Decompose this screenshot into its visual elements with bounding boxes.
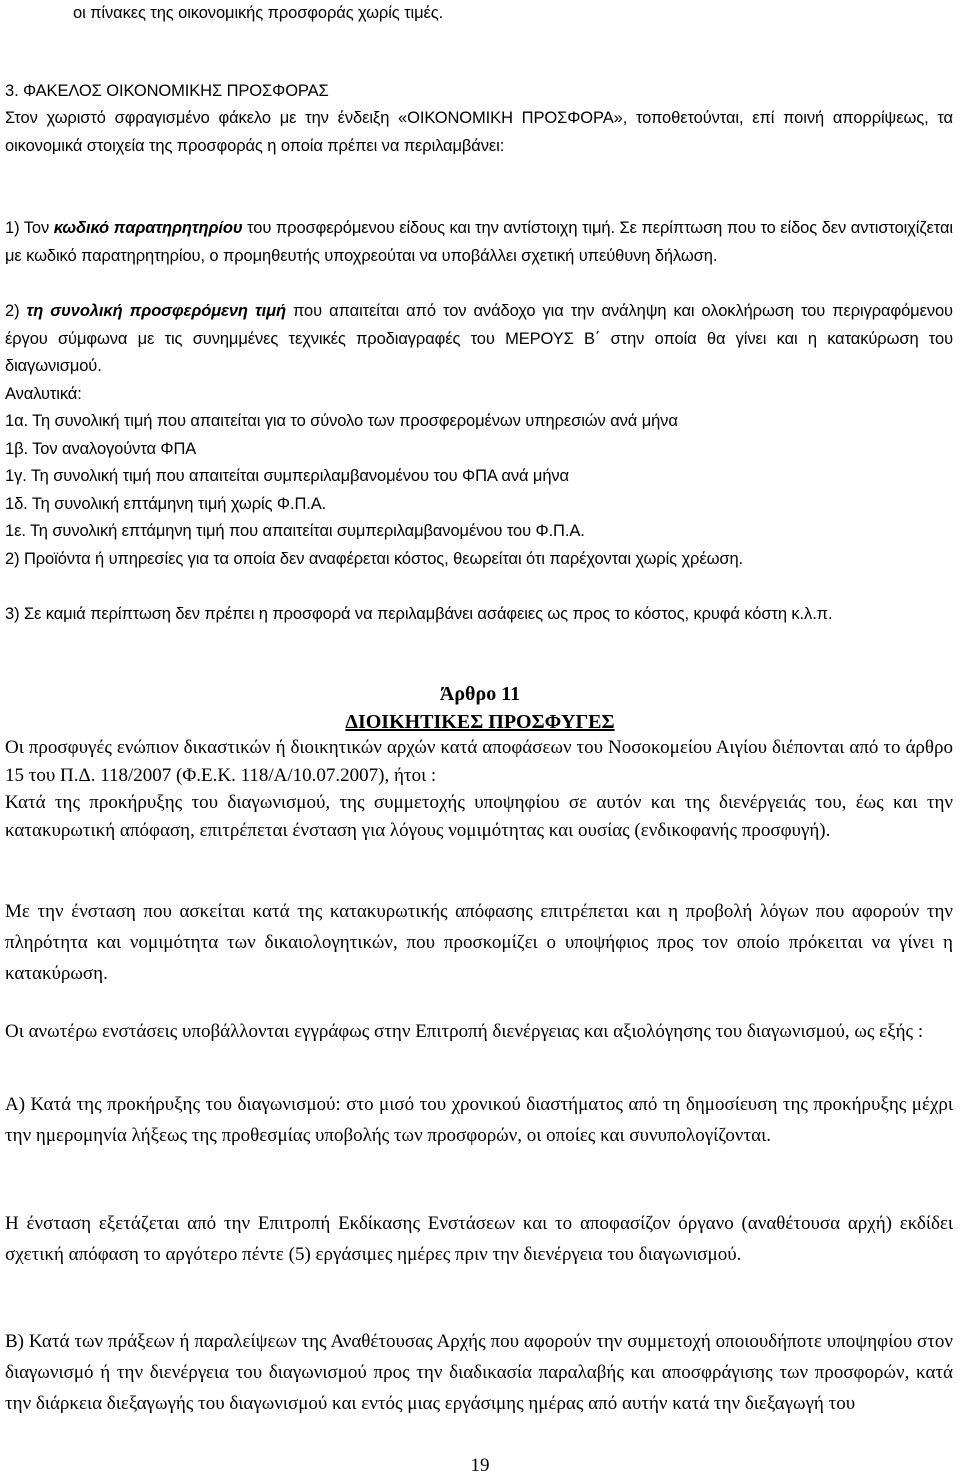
- analytics-list: [5, 408, 953, 546]
- note-2-paragraph: 2) Προϊόντα ή υπηρεσίες για τα οποία δεν αναφέρεται κόστος, θεωρείται ότι παρέχονται χωρίς χρέωση.: [5, 550, 744, 568]
- analytics-item: 1δ. Τη συνολική επτάμηνη τιμή χωρίς Φ.Π.Α.: [5, 494, 327, 513]
- article-title: ΔΙΟΙΚΗΤΙΚΕΣ ΠΡΟΣΦΥΓΕΣ: [345, 711, 615, 733]
- analytics-item: 1γ. Τη συνολική τιμή που απαιτείται συμπεριλαμβανομένου του ΦΠΑ ανά μήνα: [5, 467, 569, 486]
- section-heading: 3. ΦΑΚΕΛΟΣ ΟΙΚΟΝΟΜΙΚΗΣ ΠΡΟΣΦΟΡΑΣ: [5, 82, 329, 100]
- page-number: 19: [470, 1455, 490, 1476]
- item-1-prefix: 1) Τον: [5, 219, 54, 237]
- note-3-paragraph: 3) Σε καμιά περίπτωση δεν πρέπει η προσφορά να περιλαμβάνει ασάφειες ως προς το κόστος, κρυφά κόστη κ.λ.π.: [5, 605, 833, 623]
- analytics-item: 1β. Τον αναλογούντα ΦΠΑ: [5, 439, 197, 458]
- article-number: Άρθρο 11: [439, 683, 521, 705]
- item-1-text: του προσφερόμενου είδους και την αντίστοιχη τιμή. Σε περίπτωση που το είδος δεν αντιστοιχίζεται με κωδικό παρατηρητηρίου, ο προμηθευτής υποχρεούται να υποβάλλει σχετική υπεύθυνη δήλωση.: [5, 219, 953, 265]
- article-paragraph-4: Οι ανωτέρω ενστάσεις υποβάλλονται εγγράφως στην Επιτροπή διενέργειας και αξιολόγησης του διαγωνισμού, ως εξής :: [5, 1021, 924, 1042]
- analytics-item: 1α. Τη συνολική τιμή που απαιτείται για το σύνολο των προσφερομένων υπηρεσιών ανά μήνα: [5, 412, 678, 430]
- section-intro: Στον χωριστό σφραγισμένο φάκελο με την ένδειξη «ΟΙΚΟΝΟΜΙΚΗ ΠΡΟΣΦΟΡΑ», τοποθετούνται, επί ποινή απορρίψεως, τα οικονομικά στοιχεία της προσφοράς η οποία πρέπει να περιλαμβάνει:: [5, 109, 953, 155]
- article-paragraph-b: Β) Κατά των πράξεων ή παραλείψεων της Αναθέτουσας Αρχής που αφορούν την συμμετοχή οποιουδήποτε υποψηφίου στον διαγωνισμό ή την διενέργεια του διαγωνισμού προς την διαδικασία παραλαβής και αποσφράγισης των προσφορών, κατά την διάρκεια διεξαγωγής του διαγωνισμού και εντός μιας εργάσιμης ημέρας από αυτήν κατά την διεξαγωγή του: [5, 1331, 953, 1414]
- analytics-label: Αναλυτικά:: [5, 385, 82, 403]
- top-continuation-line: οι πίνακες της οικονομικής προσφοράς χωρίς τιμές.: [73, 4, 444, 22]
- item-1-paragraph: [5, 215, 953, 270]
- article-paragraph-1: Οι προσφυγές ενώπιον δικαστικών ή διοικητικών αρχών κατά αποφάσεων του Νοσοκομείου Αιγίου διέπονται από το άρθρο 15 του Π.Δ. 118/2007 (Φ.Ε.Κ. 118/Α/10.07.2007), ήτοι :: [5, 737, 953, 786]
- item-2-paragraph: [5, 298, 953, 381]
- article-paragraph-3: Με την ένσταση που ασκείται κατά της κατακυρωτικής απόφασης επιτρέπεται και η προβολή λόγων που αφορούν την πληρότητα και νομιμότητα των δικαιολογητικών, που προσκομίζει ο υποψήφιος προς τον οποίο πρόκειται να γίνει η κατακύρωση.: [5, 901, 953, 984]
- article-paragraph-5: Η ένσταση εξετάζεται από την Επιτροπή Εκδίκασης Ενστάσεων και το αποφασίζον όργανο (αναθέτουσα αρχή) εκδίδει σχετική απόφαση το αργότερο πέντε (5) εργάσιμες ημέρες πριν την διενέργεια του διαγωνισμού.: [5, 1213, 953, 1265]
- item-2-text: που απαιτείται από τον ανάδοχο για την ανάληψη και ολοκλήρωση του περιγραφόμενου έργου σύμφωνα με τις συνημμένες τεχνικές προδιαγραφές του ΜΕΡΟΥΣ Β΄ στην οποία θα γίνει και η κατακύρωση του διαγωνισμού.: [5, 302, 953, 376]
- analytics-item: 1ε. Τη συνολική επτάμηνη τιμή που απαιτείται συμπεριλαμβανομένου του Φ.Π.Α.: [5, 522, 585, 541]
- article-paragraph-2: Κατά της προκήρυξης του διαγωνισμού, της συμμετοχής υποψηφίου σε αυτόν και της διενέργειάς του, έως και την κατακυρωτική απόφαση, επιτρέπεται ένσταση για λόγους νομιμότητας και ουσίας (ενδικοφανής προσφυγή).: [5, 792, 953, 841]
- article-paragraph-a: Α) Κατά της προκήρυξης του διαγωνισμού: στο μισό του χρονικού διαστήματος από τη δημοσίευση της προκήρυξης μέχρι την ημερομηνία λήξεως της προθεσμίας υποβολής των προσφορών, οι οποίες και συνυπολογίζονται.: [5, 1094, 953, 1146]
- item-1-emphasis: κωδικό παρατηρητηρίου: [53, 219, 243, 237]
- item-2-emphasis: τη συνολική προσφερόμενη τιμή: [26, 302, 286, 320]
- item-2-prefix: 2): [5, 302, 27, 320]
